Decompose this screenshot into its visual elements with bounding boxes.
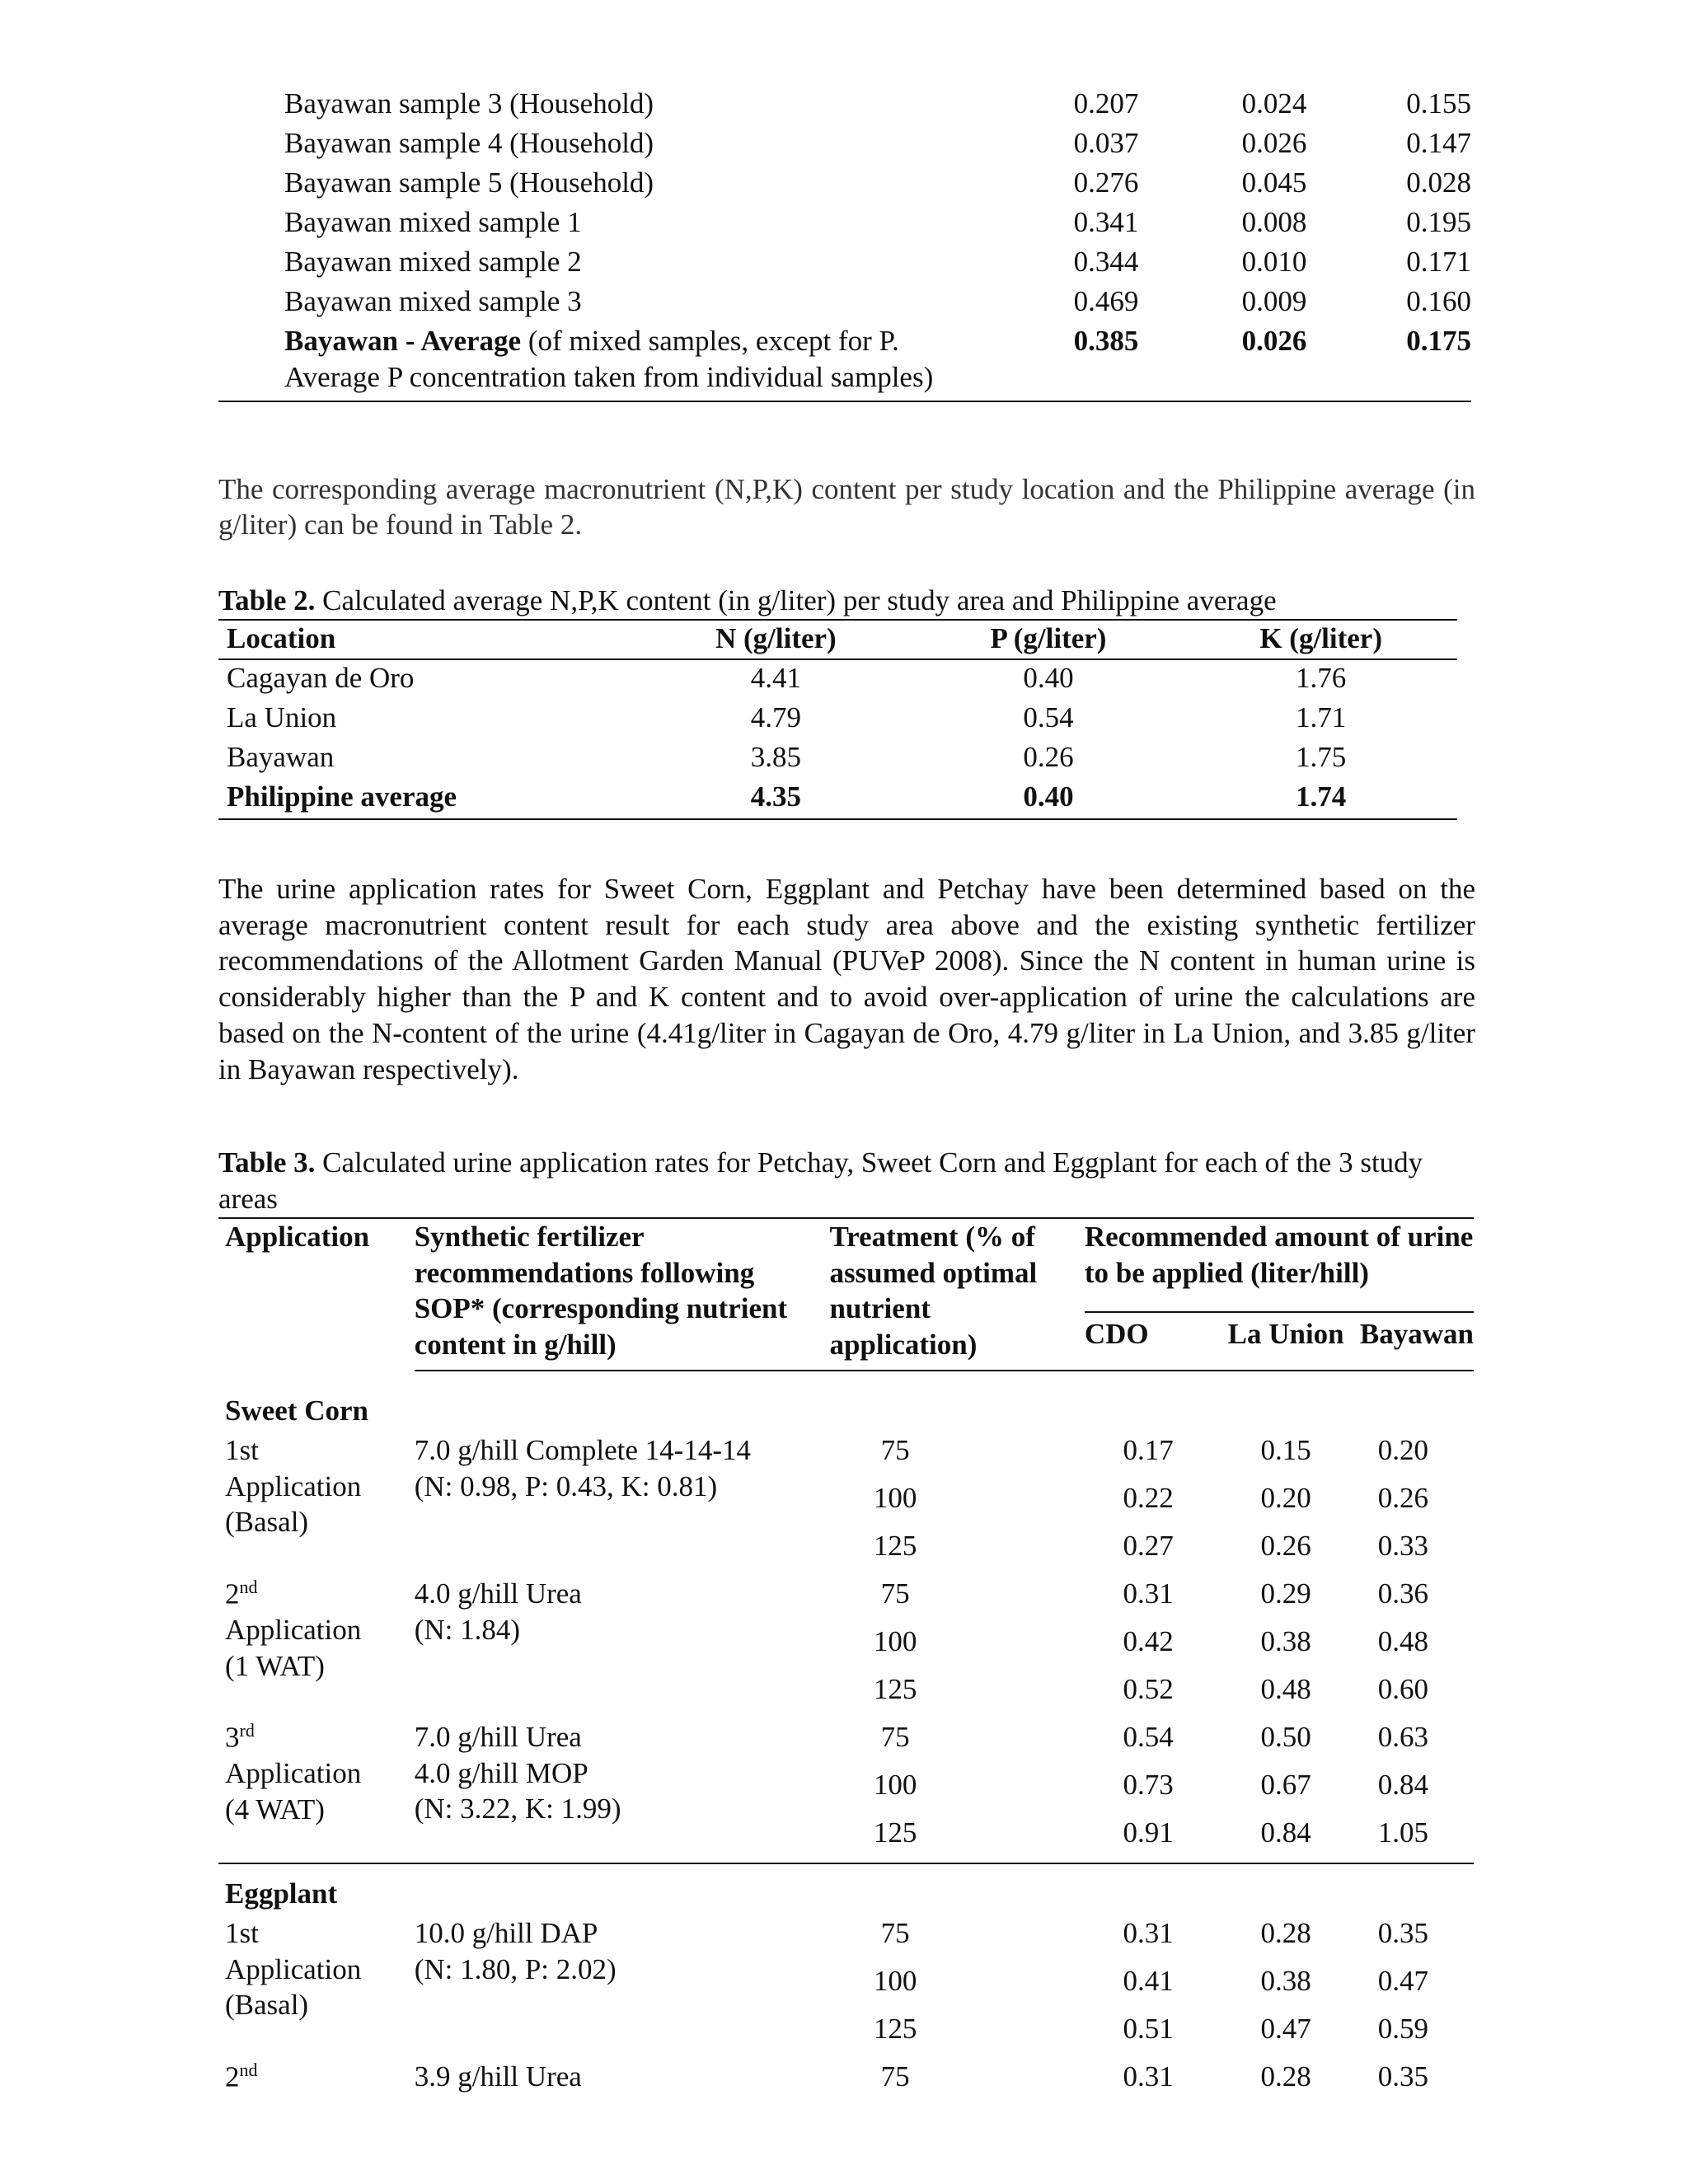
table-row-philippine-average: Philippine average 4.35 0.40 1.74 (227, 780, 1347, 813)
table-row: 1st Application (Basal) 7.0 g/hill Complete 14-14-14 (N: 0.98, P: 0.43, K: 0.81) 75 0.17 0.15 0.20 (225, 1433, 1428, 1539)
table-row: Bayawan sample 5 (Household) 0.276 0.045 0.028 (284, 166, 1471, 199)
table-row: Bayawan sample 3 (Household) 0.207 0.024 0.155 (284, 87, 1471, 120)
table-row: 100 0.73 0.67 0.84 (873, 1768, 1428, 1801)
document-page (218, 86, 1475, 2107)
table-row: 1st Application (Basal) 10.0 g/hill DAP (N: 1.80, P: 2.02) 75 0.31 0.28 0.35 (225, 1916, 1428, 2022)
table-row: 125 0.51 0.47 0.59 (873, 2012, 1428, 2045)
table-row: 100 0.22 0.20 0.26 (873, 1481, 1428, 1514)
table-row: 100 0.42 0.38 0.48 (873, 1624, 1428, 1657)
table-header-row: Application Synthetic fertilizer recommendations following SOP* (corresponding nutrient content in g/hill) Treatment (% of assumed optimal nutrient application) Recommended amount of urine to be applied (liter/hill) (218, 1218, 1474, 1312)
table-row: Bayawan sample 4 (Household) 0.037 0.026 0.147 (284, 127, 1471, 159)
table2 (218, 619, 1457, 820)
table-row: Bayawan mixed sample 3 0.469 0.009 0.160 (284, 285, 1471, 317)
table2-caption: Table 2. Calculated average N,P,K content (in g/liter) per study area and Philippine average (218, 584, 1277, 616)
table-subheader-row: CDO La Union Bayawan (218, 1312, 1474, 1371)
paragraph-table2-intro: The corresponding average macronutrient (N,P,K) content per study location and the Philippine average (in g/liter) can be found in Table 2. (218, 472, 1475, 541)
paragraph-application-rates: The urine application rates for Sweet Corn, Eggplant and Petchay have been determined based on the average macronutrient content result for each study area above and the existing synthetic fertilizer recommendations of the Allotment Garden Manual (PUVeP 2008). Since the N content in human urine is considerably higher than the P and K content and to avoid over-application of urine the calculations are based on the N-content of the urine (4.41g/liter in Cagayan de Oro, 4.79 g/liter in La Union, and 3.85 g/liter in Bayawan respectively). (218, 872, 1475, 1085)
table-row: Cagayan de Oro 4.41 0.40 1.76 (227, 661, 1347, 694)
table-row: 125 0.91 0.84 1.05 (873, 1816, 1428, 1849)
table-row: Bayawan mixed sample 2 0.344 0.010 0.171 (284, 246, 1471, 278)
table1-continuation (218, 86, 1471, 402)
table-row-average: Bayawan - Average (of mixed samples, except for P. Average P concentration taken from individual samples) 0.385 0.026 0.175 (218, 323, 1471, 401)
table-row: La Union 4.79 0.54 1.71 (227, 701, 1347, 733)
table3 (218, 1217, 1474, 2107)
table-row: 2nd 3.9 g/hill Urea 75 0.31 0.28 0.35 (225, 2059, 1428, 2093)
table3-caption: Table 3. Calculated urine application rates for Petchay, Sweet Corn and Eggplant for each of the 3 study areas (218, 1146, 1423, 1215)
table-row: 125 0.52 0.48 0.60 (873, 1672, 1428, 1705)
section-sweet-corn: Sweet Corn (225, 1394, 368, 1427)
table-row: 2nd Application (1 WAT) 4.0 g/hill Urea (N: 1.84) 75 0.31 0.29 0.36 (225, 1576, 1428, 1682)
table-row: 125 0.27 0.26 0.33 (873, 1529, 1428, 1562)
table-header-row: Location N (g/liter) P (g/liter) K (g/liter) (218, 620, 1457, 659)
table-row: 100 0.41 0.38 0.47 (873, 1964, 1428, 1997)
table-row: Bayawan 3.85 0.26 1.75 (227, 740, 1347, 773)
table-row: 3rd Application (4 WAT) 7.0 g/hill Urea 4.0 g/hill MOP (N: 3.22, K: 1.99) 75 0.54 0.50 0.63 (225, 1719, 1428, 1825)
section-eggplant: Eggplant (218, 1863, 1474, 1915)
table-row: Bayawan mixed sample 1 0.341 0.008 0.195 (284, 206, 1471, 238)
